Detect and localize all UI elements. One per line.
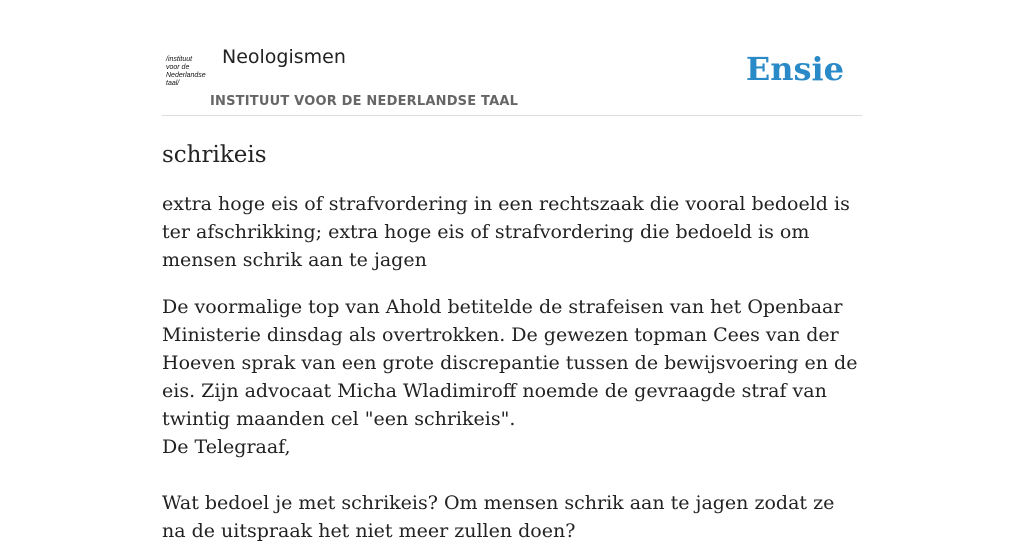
example-source: De Telegraaf, — [162, 436, 291, 458]
example-quote: De voormalige top van Ahold betitelde de strafeisen van het Openbaar Ministerie dinsdag als overtrokken. De gewezen topman Cees van der Hoeven sprak van een grote discrepantie tussen de bewijsvoering en de eis. Zijn advocaat Micha Wladimiroff noemde de gevraagde straf van twintig maanden cel "een schrikeis". — [162, 296, 858, 430]
site-header — [162, 40, 862, 116]
logo-line: Nederlandse — [166, 72, 206, 79]
entry-definition: extra hoge eis of strafvordering in een rechtszaak die vooral bedoeld is ter afschrikking; extra hoge eis of strafvordering die bedoeld is om mensen schrik aan te jagen — [162, 193, 850, 271]
site-title[interactable]: Neologismen — [222, 46, 346, 68]
logo-line: taal/ — [166, 80, 180, 87]
entry-content — [162, 138, 862, 545]
entry-comment: Wat bedoel je met schrikeis? Om mensen schrik aan te jagen zodat ze na de uitspraak het niet meer zullen doen? — [162, 492, 835, 542]
entry-term: schrikeis — [162, 142, 267, 168]
entry-example — [162, 293, 862, 461]
ensie-brand-link[interactable]: Ensie — [745, 50, 844, 88]
logo-line: /instituut — [166, 56, 193, 63]
site-subtitle: INSTITUUT VOOR DE NEDERLANDSE TAAL — [210, 94, 519, 109]
logo-line: voor de — [166, 64, 190, 71]
institute-logo[interactable] — [166, 56, 206, 88]
